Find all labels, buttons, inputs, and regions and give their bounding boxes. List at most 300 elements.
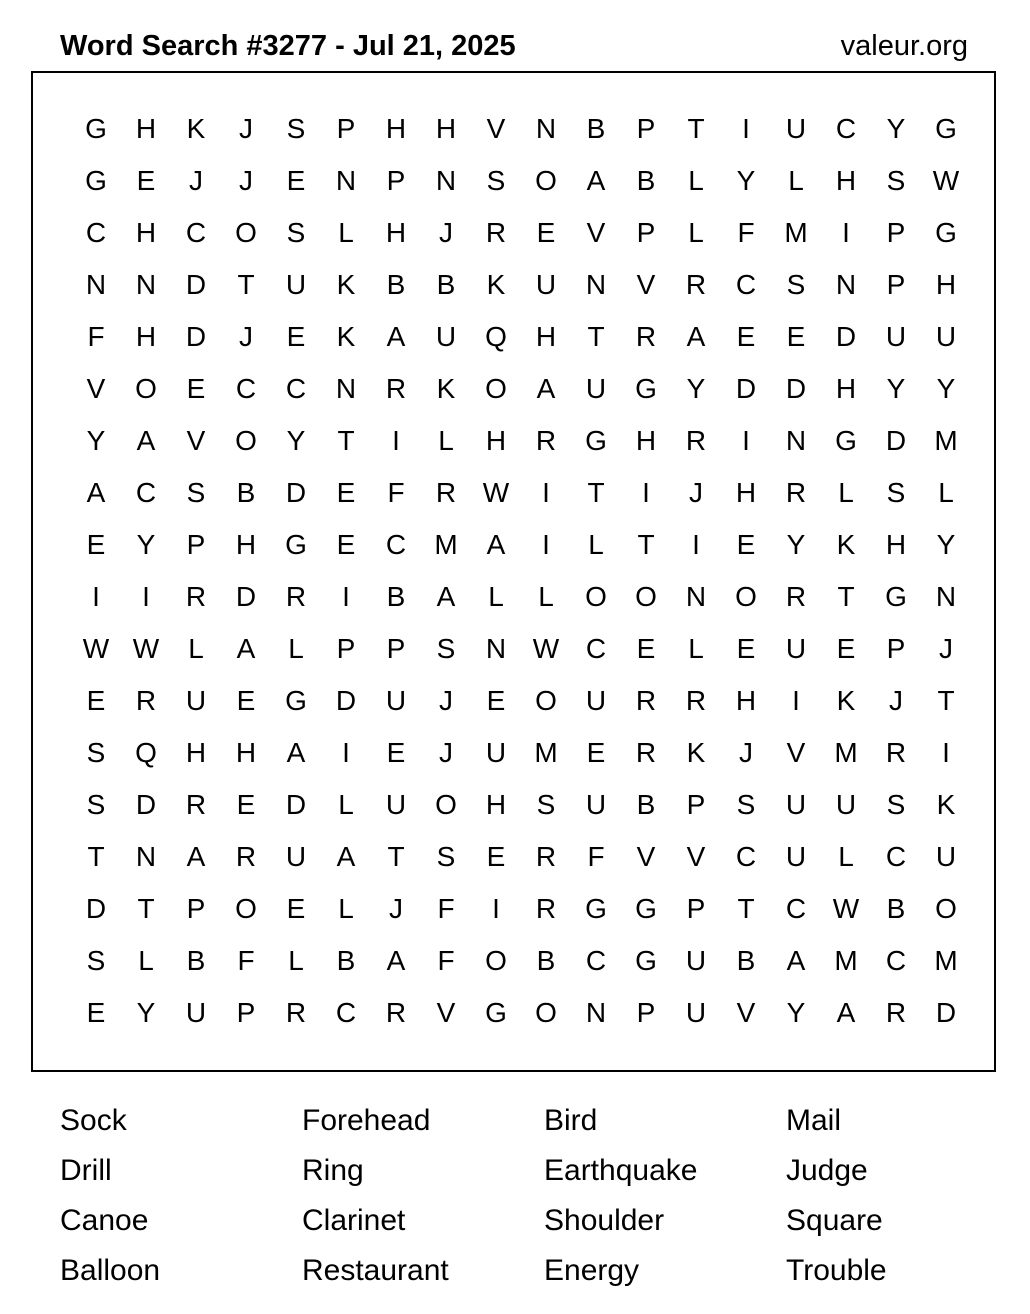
- grid-letter: O: [435, 789, 457, 820]
- grid-letter: K: [936, 789, 956, 820]
- grid-letter: L: [288, 945, 304, 976]
- grid-letter: O: [485, 945, 507, 976]
- grid-letter: L: [838, 841, 854, 872]
- grid-letter: H: [535, 321, 557, 352]
- grid-letter: T: [337, 425, 355, 456]
- grid-letter: P: [636, 113, 656, 144]
- grid-letter: I: [942, 737, 950, 768]
- grid-letter: J: [739, 737, 753, 768]
- grid-letter: M: [934, 945, 958, 976]
- grid-letter: I: [342, 737, 350, 768]
- grid-letter: G: [635, 945, 657, 976]
- grid-letter: H: [385, 217, 407, 248]
- grid-letter: G: [835, 425, 857, 456]
- grid-letter: B: [636, 165, 656, 196]
- grid-letter: W: [832, 893, 860, 924]
- grid-letter: D: [885, 425, 907, 456]
- grid-letter: R: [635, 737, 657, 768]
- grid-letter: R: [785, 581, 807, 612]
- word-list-item: Judge: [786, 1154, 868, 1187]
- grid-letter: A: [186, 841, 206, 872]
- grid-letter: K: [336, 269, 356, 300]
- grid-letter: Q: [135, 737, 157, 768]
- grid-letter: V: [86, 373, 106, 404]
- grid-letter: U: [885, 321, 907, 352]
- grid-letter: M: [934, 425, 958, 456]
- grid-letter: J: [239, 321, 253, 352]
- grid-letter: H: [135, 321, 157, 352]
- grid-letter: J: [239, 113, 253, 144]
- grid-letter: N: [835, 269, 857, 300]
- grid-letter: A: [86, 477, 106, 508]
- grid-letter: O: [935, 893, 957, 924]
- grid-letter: R: [135, 685, 157, 716]
- grid-letter: M: [834, 737, 858, 768]
- grid-letter: N: [785, 425, 807, 456]
- grid-letter: H: [485, 789, 507, 820]
- grid-letter: D: [135, 789, 157, 820]
- grid-letter: U: [535, 269, 557, 300]
- grid-letter: L: [138, 945, 154, 976]
- grid-letter: U: [385, 685, 407, 716]
- grid-letter: R: [785, 477, 807, 508]
- grid-letter: U: [785, 633, 807, 664]
- grid-letter: P: [236, 997, 256, 1028]
- grid-letter: L: [488, 581, 504, 612]
- grid-letter: O: [235, 425, 257, 456]
- grid-letter: E: [186, 373, 206, 404]
- grid-letter: E: [336, 529, 356, 560]
- grid-letter: D: [185, 269, 207, 300]
- grid-letter: E: [486, 685, 506, 716]
- grid-letter: O: [585, 581, 607, 612]
- grid-letter: C: [885, 841, 907, 872]
- grid-letter: V: [586, 217, 606, 248]
- grid-letter: E: [136, 165, 156, 196]
- grid-letter: R: [885, 737, 907, 768]
- grid-letter: I: [742, 425, 750, 456]
- grid-letter: T: [237, 269, 255, 300]
- grid-letter: I: [642, 477, 650, 508]
- grid-letter: B: [236, 477, 256, 508]
- grid-letter: G: [935, 217, 957, 248]
- grid-letter: G: [485, 997, 507, 1028]
- grid-letter: B: [386, 269, 406, 300]
- grid-letter: L: [188, 633, 204, 664]
- grid-letter: C: [85, 217, 107, 248]
- grid-letter: O: [235, 217, 257, 248]
- grid-letter: J: [439, 217, 453, 248]
- grid-letter: B: [336, 945, 356, 976]
- grid-letter: G: [85, 165, 107, 196]
- grid-letter: A: [686, 321, 706, 352]
- grid-letter: T: [687, 113, 705, 144]
- grid-letter: U: [835, 789, 857, 820]
- grid-letter: B: [186, 945, 206, 976]
- grid-letter: P: [686, 789, 706, 820]
- word-list-item: Drill: [60, 1154, 112, 1187]
- grid-letter: U: [185, 997, 207, 1028]
- grid-letter: L: [688, 217, 704, 248]
- grid-letter: C: [235, 373, 257, 404]
- grid-letter: N: [935, 581, 957, 612]
- grid-letter: U: [785, 789, 807, 820]
- word-list-item: Balloon: [60, 1254, 161, 1287]
- site-name: valeur.org: [840, 30, 968, 62]
- grid-letter: V: [486, 113, 506, 144]
- grid-letter: U: [785, 841, 807, 872]
- grid-letter: I: [542, 529, 550, 560]
- grid-letter: Y: [786, 997, 806, 1028]
- grid-letter: H: [935, 269, 957, 300]
- grid-letter: S: [736, 789, 756, 820]
- grid-letter: N: [335, 373, 357, 404]
- grid-letter: P: [636, 217, 656, 248]
- grid-letter: Y: [686, 373, 706, 404]
- grid-letter: Y: [936, 373, 956, 404]
- grid-letter: B: [536, 945, 556, 976]
- grid-letter: U: [385, 789, 407, 820]
- grid-letter: S: [486, 165, 506, 196]
- grid-letter: O: [535, 685, 557, 716]
- grid-letter: H: [835, 165, 857, 196]
- grid-letter: O: [485, 373, 507, 404]
- word-list-item: Ring: [302, 1154, 364, 1187]
- grid-letter: U: [285, 269, 307, 300]
- grid-letter: F: [237, 945, 255, 976]
- grid-letter: E: [286, 165, 306, 196]
- grid-letter: I: [542, 477, 550, 508]
- grid-letter: M: [834, 945, 858, 976]
- grid-letter: Y: [786, 529, 806, 560]
- grid-letter: C: [585, 633, 607, 664]
- grid-letter: N: [85, 269, 107, 300]
- grid-letter: U: [785, 113, 807, 144]
- grid-letter: D: [235, 581, 257, 612]
- grid-letter: E: [786, 321, 806, 352]
- grid-letter: S: [286, 217, 306, 248]
- grid-letter: N: [335, 165, 357, 196]
- grid-letter: T: [737, 893, 755, 924]
- grid-letter: A: [336, 841, 356, 872]
- puzzle-title: Word Search #3277 - Jul 21, 2025: [60, 30, 516, 62]
- grid-letter: A: [286, 737, 306, 768]
- grid-letter: N: [135, 269, 157, 300]
- grid-letter: N: [135, 841, 157, 872]
- grid-letter: H: [235, 529, 257, 560]
- grid-letter: R: [235, 841, 257, 872]
- grid-letter: L: [438, 425, 454, 456]
- grid-letter: U: [935, 841, 957, 872]
- grid-letter: D: [85, 893, 107, 924]
- grid-letter: L: [938, 477, 954, 508]
- grid-letter: R: [685, 269, 707, 300]
- grid-letter: J: [439, 685, 453, 716]
- grid-letter: U: [585, 373, 607, 404]
- grid-letter: A: [786, 945, 806, 976]
- grid-letter: V: [736, 997, 756, 1028]
- grid-letter: U: [285, 841, 307, 872]
- grid-letter: C: [785, 893, 807, 924]
- grid-letter: E: [86, 685, 106, 716]
- grid-letter: A: [486, 529, 506, 560]
- grid-letter: G: [885, 581, 907, 612]
- grid-letter: L: [538, 581, 554, 612]
- grid-letter: T: [837, 581, 855, 612]
- grid-letter: W: [532, 633, 560, 664]
- grid-letter: A: [386, 321, 406, 352]
- grid-letter: Y: [86, 425, 106, 456]
- grid-letter: D: [735, 373, 757, 404]
- grid-letter: J: [939, 633, 953, 664]
- grid-letter: F: [87, 321, 105, 352]
- grid-letter: L: [338, 217, 354, 248]
- grid-letter: O: [135, 373, 157, 404]
- grid-letter: E: [336, 477, 356, 508]
- grid-letter: S: [886, 789, 906, 820]
- grid-letter: F: [437, 893, 455, 924]
- grid-letter: M: [434, 529, 458, 560]
- grid-letter: P: [336, 633, 356, 664]
- grid-letter: M: [784, 217, 808, 248]
- grid-letter: P: [386, 165, 406, 196]
- grid-letter: E: [86, 529, 106, 560]
- grid-letter: L: [288, 633, 304, 664]
- grid-letter: R: [435, 477, 457, 508]
- grid-letter: P: [186, 529, 206, 560]
- grid-letter: K: [486, 269, 506, 300]
- grid-letter: N: [685, 581, 707, 612]
- grid-letter: J: [439, 737, 453, 768]
- grid-letter: E: [636, 633, 656, 664]
- grid-letter: R: [635, 321, 657, 352]
- word-list-item: Canoe: [60, 1204, 149, 1237]
- grid-letter: G: [285, 529, 307, 560]
- grid-letter: L: [788, 165, 804, 196]
- grid-letter: Y: [286, 425, 306, 456]
- grid-letter: O: [735, 581, 757, 612]
- grid-letter: R: [685, 685, 707, 716]
- grid-letter: E: [736, 321, 756, 352]
- grid-letter: C: [735, 269, 757, 300]
- grid-letter: H: [135, 217, 157, 248]
- grid-letter: T: [137, 893, 155, 924]
- grid-letter: R: [185, 789, 207, 820]
- grid-letter: V: [636, 841, 656, 872]
- grid-letter: S: [436, 841, 456, 872]
- grid-letter: I: [792, 685, 800, 716]
- grid-letter: H: [435, 113, 457, 144]
- grid-letter: P: [886, 269, 906, 300]
- grid-letter: C: [835, 113, 857, 144]
- grid-letter: A: [836, 997, 856, 1028]
- grid-letter: K: [336, 321, 356, 352]
- grid-letter: F: [587, 841, 605, 872]
- grid-letter: U: [935, 321, 957, 352]
- grid-letter: Q: [485, 321, 507, 352]
- grid-letter: H: [385, 113, 407, 144]
- grid-letter: H: [735, 477, 757, 508]
- grid-letter: U: [585, 789, 607, 820]
- grid-letter: L: [688, 165, 704, 196]
- grid-letter: E: [236, 789, 256, 820]
- grid-letter: A: [536, 373, 556, 404]
- grid-letter: H: [735, 685, 757, 716]
- grid-letter: K: [836, 685, 856, 716]
- grid-letter: R: [185, 581, 207, 612]
- grid-letter: P: [386, 633, 406, 664]
- grid-letter: I: [492, 893, 500, 924]
- grid-letter: Y: [936, 529, 956, 560]
- grid-letter: E: [386, 737, 406, 768]
- grid-letter: L: [838, 477, 854, 508]
- grid-letter: L: [588, 529, 604, 560]
- grid-letter: C: [135, 477, 157, 508]
- grid-letter: O: [535, 997, 557, 1028]
- grid-letter: F: [387, 477, 405, 508]
- grid-letter: L: [338, 893, 354, 924]
- grid-letter: J: [689, 477, 703, 508]
- grid-letter: Y: [136, 529, 156, 560]
- grid-letter: O: [635, 581, 657, 612]
- grid-letter: Y: [886, 113, 906, 144]
- word-list-item: Trouble: [786, 1254, 887, 1287]
- grid-letter: C: [335, 997, 357, 1028]
- grid-letter: A: [436, 581, 456, 612]
- grid-letter: R: [535, 841, 557, 872]
- grid-letter: P: [886, 217, 906, 248]
- grid-letter: Y: [736, 165, 756, 196]
- grid-letter: D: [335, 685, 357, 716]
- grid-letter: B: [636, 789, 656, 820]
- grid-letter: G: [635, 893, 657, 924]
- grid-letter: N: [435, 165, 457, 196]
- grid-letter: H: [185, 737, 207, 768]
- word-list-item: Mail: [786, 1104, 842, 1137]
- grid-letter: S: [536, 789, 556, 820]
- grid-letter: R: [385, 373, 407, 404]
- grid-letter: U: [435, 321, 457, 352]
- grid-letter: Y: [136, 997, 156, 1028]
- grid-letter: I: [392, 425, 400, 456]
- grid-letter: W: [932, 165, 960, 196]
- grid-letter: O: [235, 893, 257, 924]
- grid-letter: G: [585, 425, 607, 456]
- grid-letter: T: [587, 477, 605, 508]
- grid-letter: S: [786, 269, 806, 300]
- grid-letter: H: [885, 529, 907, 560]
- grid-letter: D: [785, 373, 807, 404]
- grid-letter: P: [686, 893, 706, 924]
- grid-letter: T: [637, 529, 655, 560]
- grid-letter: V: [786, 737, 806, 768]
- grid-letter: E: [586, 737, 606, 768]
- grid-letter: S: [86, 945, 106, 976]
- grid-letter: T: [587, 321, 605, 352]
- grid-letter: P: [336, 113, 356, 144]
- grid-letter: N: [535, 113, 557, 144]
- grid-letter: B: [436, 269, 456, 300]
- grid-letter: C: [735, 841, 757, 872]
- word-list-item: Earthquake: [544, 1154, 698, 1187]
- grid-letter: Y: [886, 373, 906, 404]
- grid-letter: U: [185, 685, 207, 716]
- letter-grid: [71, 103, 971, 1039]
- grid-letter: E: [286, 893, 306, 924]
- grid-letter: E: [836, 633, 856, 664]
- grid-letter: H: [635, 425, 657, 456]
- grid-letter: S: [186, 477, 206, 508]
- word-list-item: Bird: [544, 1104, 598, 1137]
- grid-letter: K: [686, 737, 706, 768]
- grid-letter: J: [239, 165, 253, 196]
- grid-letter: R: [285, 581, 307, 612]
- grid-letter: R: [385, 997, 407, 1028]
- grid-letter: B: [586, 113, 606, 144]
- grid-letter: J: [189, 165, 203, 196]
- grid-letter: G: [285, 685, 307, 716]
- grid-letter: R: [485, 217, 507, 248]
- grid-letter: V: [636, 269, 656, 300]
- grid-letter: A: [586, 165, 606, 196]
- grid-letter: S: [436, 633, 456, 664]
- grid-letter: L: [338, 789, 354, 820]
- word-list: [60, 1096, 1028, 1296]
- grid-letter: E: [736, 529, 756, 560]
- grid-letter: J: [889, 685, 903, 716]
- grid-letter: E: [736, 633, 756, 664]
- grid-letter: V: [186, 425, 206, 456]
- grid-letter: E: [536, 217, 556, 248]
- grid-letter: S: [286, 113, 306, 144]
- grid-letter: J: [389, 893, 403, 924]
- grid-letter: O: [535, 165, 557, 196]
- grid-letter: T: [87, 841, 105, 872]
- grid-letter: B: [886, 893, 906, 924]
- grid-letter: I: [342, 581, 350, 612]
- grid-letter: W: [482, 477, 510, 508]
- grid-letter: D: [935, 997, 957, 1028]
- grid-letter: W: [132, 633, 160, 664]
- grid-letter: D: [185, 321, 207, 352]
- grid-letter: A: [236, 633, 256, 664]
- grid-letter: G: [635, 373, 657, 404]
- grid-letter: S: [886, 165, 906, 196]
- grid-letter: W: [82, 633, 110, 664]
- grid-letter: R: [535, 893, 557, 924]
- grid-letter: D: [285, 789, 307, 820]
- grid-letter: B: [386, 581, 406, 612]
- grid-letter: D: [285, 477, 307, 508]
- grid-letter: E: [236, 685, 256, 716]
- grid-letter: K: [836, 529, 856, 560]
- grid-letter: H: [835, 373, 857, 404]
- grid-letter: N: [585, 997, 607, 1028]
- grid-letter: S: [886, 477, 906, 508]
- grid-letter: I: [692, 529, 700, 560]
- grid-letter: A: [136, 425, 156, 456]
- grid-letter: U: [585, 685, 607, 716]
- grid-letter: C: [385, 529, 407, 560]
- grid-letter: E: [486, 841, 506, 872]
- grid-letter: G: [935, 113, 957, 144]
- grid-letter: R: [285, 997, 307, 1028]
- grid-letter: F: [737, 217, 755, 248]
- word-list-item: Energy: [544, 1254, 640, 1287]
- word-list-item: Restaurant: [302, 1254, 449, 1287]
- grid-letter: F: [437, 945, 455, 976]
- grid-letter: K: [436, 373, 456, 404]
